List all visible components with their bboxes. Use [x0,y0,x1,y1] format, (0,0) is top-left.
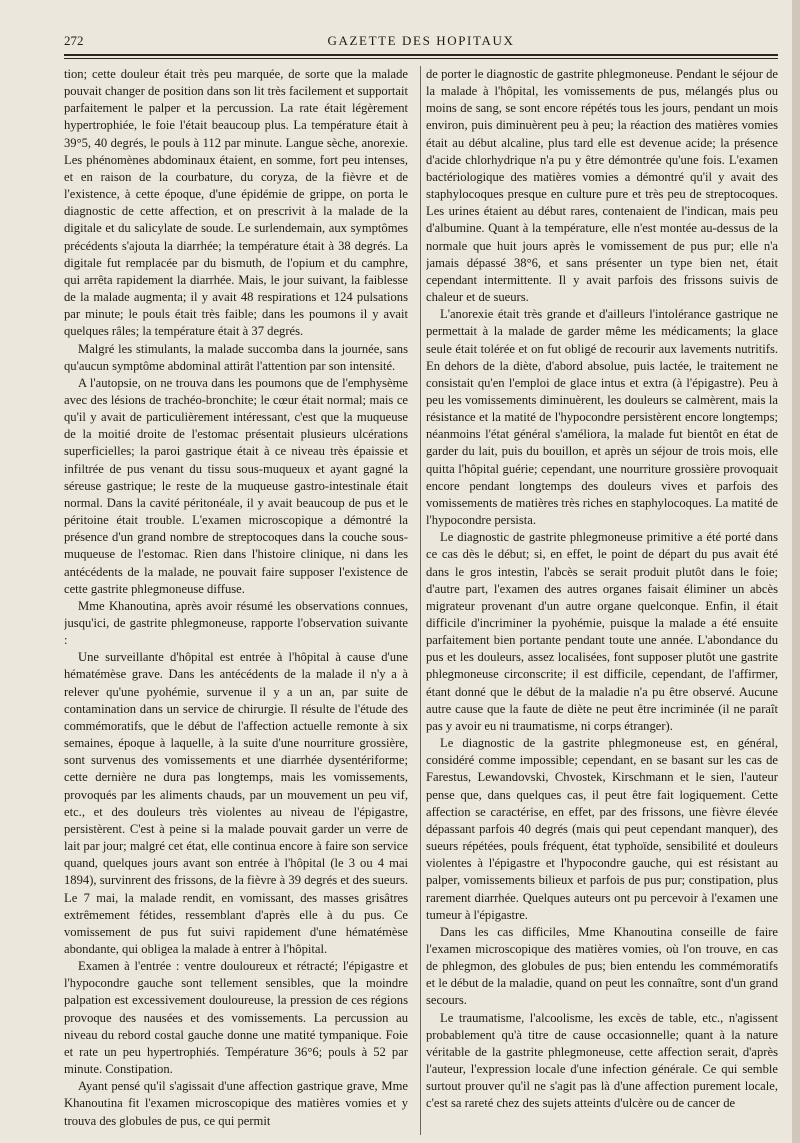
paragraph: tion; cette douleur était très peu marquée, de sorte que la malade pouvait changer de position dans son lit très facilement et supportait parfaitement le palper et la percussion. La rate était légèrement hypertrophiée, le foie l'était beaucoup plus. La température était à 39°5, 40 degrés, le pouls à 112 par minute. Langue sèche, anorexie. Les phénomènes abdominaux étaient, en somme, fort peu intenses, et en raison de la courbature, du coryza, de la fièvre et de l'existence, à cette époque, d'une épidémie de grippe, on porta le diagnostic de cette affection, et on prescrivit à la malade de la digitale et du salicylate de soude. Le surlendemain, aux symptômes précédents s'ajouta la diarrhée; la température était à 38 degrés. La digitale fut remplacée par du bismuth, de l'opium et du camphre, qui arrêta rapidement la diarrhée. Mais, le jour suivant, la faiblesse de la malade augmenta; il y avait 48 respirations et 124 pulsations par minute; le pouls était très faible; dans les poumons il y avait quelques râles; la température était à 37 degrés. [64,67,408,339]
header-rule-thick [64,54,778,56]
paragraph: Le diagnostic de la gastrite phlegmoneuse est, en général, considéré comme impossible; cependant, en se basant sur les cas de Farestus, Lewandovski, Chvostek, Kirschmann et le sien, l'auteur pense que, dans quelques cas, il peut être fait logiquement. Cette affection se caractérise, en effet, par des frissons, une fièvre élevée dépassant parfois 40 degrés (mais qui peut cependant manquer), des sueurs répétées, pouls fréquent, état typhoïde, sensibilité et douleurs violentes à l'épigastre et l'hypocondre gauche, qui est résistant au palper, vomissements bilieux et parfois de pus pur; constipation, plus rarement diarrhée. Quelques auteurs ont pu percevoir à l'examen une tumeur à l'épigastre. [426,736,778,922]
column-divider [420,66,421,1135]
page-header [64,30,778,52]
right-column [426,66,778,1143]
paragraph: Le diagnostic de gastrite phlegmoneuse primitive a été porté dans ce cas dès le début; si, en effet, le point de départ du pus avait été dans le gros intestin, l'abcès se serait produit plutôt dans le foie; d'autre part, l'examen des autres organes faisait éliminer un abcès migrateur provenant d'un autre organe quelconque. Enfin, il était difficile d'incriminer la pyohémie, puisque la malade a été ensuite parfaitement bien portante pendant toute une année. L'abondance du pus et les douleurs, assez localisées, font supposer plutôt une gastrite phlegmoneuse circonscrite; il est difficile, cependant, de l'affirmer, étant donné que le début de la maladie n'a pu être observé. Aucune autre cause que la faute de diète ne peut être incriminée (il ne paraît pas y avoir eu ni traumatisme, ni corps étranger). [426,530,778,733]
paragraph: Examen à l'entrée : ventre douloureux et rétracté; l'épigastre et l'hypocondre gauche sont tellement sensibles, que la moindre palpation est excessivement douloureuse, la pression de ces régions provoque des nausées et des vomissements. La percussion au niveau du rebord costal gauche donne une matité tympanique. Foie et rate un peu hypertrophiés. Température 36°6; pouls à 52 par minute. Constipation. [64,959,408,1077]
journal-title: GAZETTE DES HOPITAUX [327,33,515,48]
paragraph: L'anorexie était très grande et d'ailleurs l'intolérance gastrique ne permettait à la malade de garder même les médicaments; la glace seule était tolérée et on fut obligé de recourir aux lavements nutritifs. En dehors de la diète, d'abord absolue, puis lactée, le traitement ne consistait qu'en l'emploi de glace intus et extra (à l'épigastre). Peu à peu les vomissements diminuèrent, les douleurs se calmèrent, mais la résistance et la matité de l'hypocondre persistèrent encore longtemps; néanmoins l'état général s'améliora, la malade fut bientôt en état de garder du lait, puis du bouillon, et après un séjour de trois mois, elle quitta l'hôpital guérie; cependant, une nourriture grossière provoquait encore pendant longtemps des douleurs vives et parfois des vomissements de matières très riches en staphylocoques. La matité de l'hypocondre persista. [426,307,778,528]
page-number: 272 [64,33,84,48]
header-rule-thin [64,58,778,59]
page-edge [792,0,800,1143]
paragraph: Mme Khanoutina, après avoir résumé les observations connues, jusqu'ici, de gastrite phlegmoneuse, rapporte l'observation suivante : [64,598,408,648]
paragraph: Une surveillante d'hôpital est entrée à l'hôpital à cause d'une hématémèse grave. Dans les antécédents de la malade il n'y a à relever qu'une pyohémie, survenue il y a un an, par suite de contamination dans un service de chirurgie. Il résulte de l'étude des commémoratifs, que le début de l'affection actuelle remonte à six semaines, époque à laquelle, à la suite d'une nourriture grossière, sont survenus des vomissements et une diarrhée dysentériforme; cette dernière ne dura pas longtemps, mais les vomissements, provoqués par les aliments chauds, par un mouvement un peu vif, etc., et des douleurs très violentes au niveau de l'épigastre, persistèrent. C'est à peine si la malade pouvait garder un verre de lait par jour; malgré cet état, elle continua encore à faire son service quand, quelques jours avant son entrée à l'hôpital (le 3 ou 4 mai 1894), survinrent des frissons, de la fièvre à 39 degrés et des sueurs. Le 7 mai, la malade rendit, en vomissant, des masses grisâtres extrêmement fétides, ressemblant d'après elle à du pus. Ce vomissement de pus fut suivi rapidement d'une hématémèse abondante, qui obligea la malade à entrer à l'hôpital. [64,650,408,956]
paragraph: de porter le diagnostic de gastrite phlegmoneuse. Pendant le séjour de la malade à l'hôpital, les vomissements de pus, mélangés plus ou moins de sang, se sont encore répétés tous les jours, pendant un mois environ, puis diminuèrent peu à peu; la réaction des matières vomies était au début alcaline, plus tard elle est devenue acide; la présence d'acide chlorhydrique n'a pu y être démontrée qu'une fois. L'examen bactériologique des matières vomies a démontré qu'il y avait des staphylocoques presque en culture pure et très peu de streptocoques. Les urines étaient au début rares, contenaient de l'indican, mais peu d'albumine. Quant à la température, elle n'est montée au-dessus de la normale que huit jours après le vomissement de pus pur; elle n'a jamais dépassé 38°6, et sans présenter un type bien net, était cependant intermittente. Il y avait parfois des frissons suivis de chaleur et de sueurs. [426,67,778,305]
left-column [64,66,408,1143]
paragraph: Ayant pensé qu'il s'agissait d'une affection gastrique grave, Mme Khanoutina fit l'examen microscopique des matières vomies et y trouva des globules de pus, ce qui permit [64,1079,408,1128]
paragraph: Malgré les stimulants, la malade succomba dans la journée, sans qu'aucun symptôme abdominal attirât l'attention par son intensité. [64,341,408,373]
paragraph: Le traumatisme, l'alcoolisme, les excès de table, etc., n'agissent probablement qu'à titre de cause occasionnelle; quant à la nature véritable de la gastrite phlegmoneuse, cette affection serait, d'après l'auteur, l'expression locale d'une infection générale. Ce qui semble surtout prouver qu'il ne s'agit pas là d'une affection purement locale, c'est sa rareté chez des sujets atteints d'ulcère ou de cancer de [426,1010,778,1111]
paragraph: A l'autopsie, on ne trouva dans les poumons que de l'emphysème avec des lésions de trachéo-bronchite; le cœur était normal; mais ce qu'il y avait de particulièrement intéressant, c'est que la muqueuse de la moitié droite de l'estomac présentait plusieurs ulcérations superficielles; la paroi gastrique était à ce niveau très épaissie et infiltrée de pus venant du tissu sous-muqueux et ayant gagné la séreuse gastrique; le reste de la muqueuse gastro-intestinale était normal. Dans la cavité péritonéale, il y avait beaucoup de pus et le péritoine était trouble. L'examen microscopique a démontré la présence d'un grand nombre de streptocoques dans la couche sous-muqueuse de l'estomac. Rien dans l'histoire clinique, ni dans les antécédents de la malade, ne pouvait faire supposer l'existence de cette gastrite phlegmoneuse diffuse. [64,375,408,596]
paragraph: Dans les cas difficiles, Mme Khanoutina conseille de faire l'examen microscopique des matières vomies, où l'on trouve, en cas de phlegmon, des globules de pus; bien entendu les commémoratifs et le début de la maladie, quand on peut les connaître, sont d'un grand secours. [426,924,778,1008]
